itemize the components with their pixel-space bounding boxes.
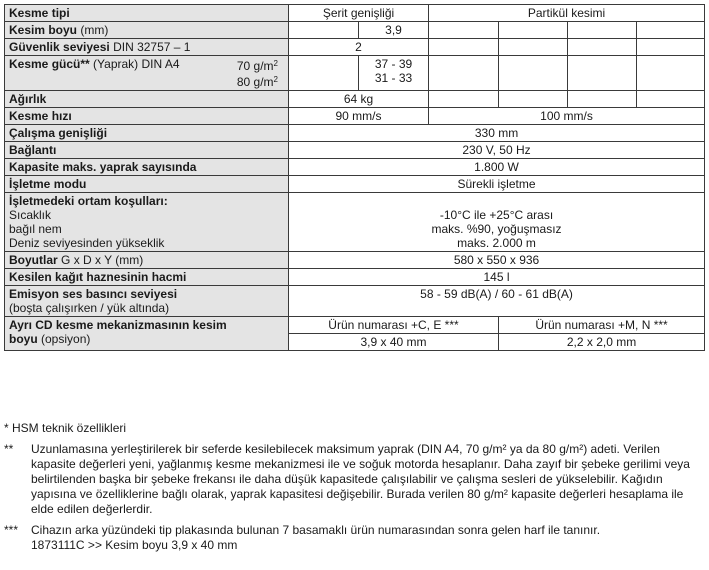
- cut-power-values: 37 - 39 31 - 33: [359, 56, 429, 91]
- mode-value: Sürekli işletme: [289, 176, 705, 193]
- cd-label: Ayrı CD kesme mekanizmasının kesim boyu (opsiyon): [5, 317, 289, 351]
- row-speed: [5, 108, 705, 125]
- environment-label: İşletmedeki ortam koşulları: Sıcaklık bağıl nem Deniz seviyesinden yükseklik: [5, 193, 289, 252]
- noise-value: 58 - 59 dB(A) / 60 - 61 dB(A): [289, 286, 705, 317]
- dimensions-value: 580 x 550 x 936: [289, 252, 705, 269]
- strip-header: Şerit genişliği: [289, 5, 429, 22]
- cut-power-label: Kesme gücü** (Yaprak) DIN A4 70 $g/m^2$ 80 $g/m^2$: [5, 56, 289, 91]
- row-width: [5, 125, 705, 142]
- row-security: [5, 39, 705, 56]
- footnotes: [4, 421, 702, 553]
- width-value: 330 mm: [289, 125, 705, 142]
- cut-length-value: 3,9: [359, 22, 429, 39]
- note-3: *** Cihazın arka yüzündeki tip plakasında bulunan 7 basamaklı ürün numarasından sonra gelen harf ile tanınır. 1873111C >> Kesim boyu 3,9 x 40 mm: [4, 523, 601, 552]
- cut-type-label: Kesme tipi: [5, 5, 289, 22]
- row-dimensions: [5, 252, 705, 269]
- mode-label: İşletme modu: [5, 176, 289, 193]
- particle-header: Partikül kesimi: [429, 5, 705, 22]
- cd-col1-value: 3,9 x 40 mm: [289, 334, 499, 351]
- cd-col2-value: 2,2 x 2,0 mm: [499, 334, 705, 351]
- capacity-value: 1.800 W: [289, 159, 705, 176]
- speed-label: Kesme hızı: [5, 108, 289, 125]
- row-cut-length: [5, 22, 705, 39]
- weight-label: Ağırlık: [5, 91, 289, 108]
- bin-label: Kesilen kağıt haznesinin hacmi: [5, 269, 289, 286]
- width-label: Çalışma genişliği: [5, 125, 289, 142]
- row-cd-head: [5, 317, 705, 334]
- cd-col2-head: Ürün numarası +M, N ***: [499, 317, 705, 334]
- cut-length-label: Kesim boyu (mm): [5, 22, 289, 39]
- spec-table: [4, 4, 705, 351]
- row-cut-type: [5, 5, 705, 22]
- row-mode: [5, 176, 705, 193]
- connection-label: Bağlantı: [5, 142, 289, 159]
- row-noise: [5, 286, 705, 317]
- row-weight: [5, 91, 705, 108]
- row-environment: [5, 193, 705, 252]
- capacity-label: Kapasite maks. yaprak sayısında: [5, 159, 289, 176]
- noise-label: Emisyon ses basıncı seviyesi (boşta çalışırken / yük altında): [5, 286, 289, 317]
- speed-particle: 100 mm/s: [429, 108, 705, 125]
- connection-value: 230 V, 50 Hz: [289, 142, 705, 159]
- dimensions-label: Boyutlar G x D x Y (mm): [5, 252, 289, 269]
- note-2: ** Uzunlamasına yerleştirilerek bir seferde kesilebilecek maksimum yaprak (DIN A4, 70 g/m² ya da 80 g/m²) adeti. Verilen kapasite değerleri yeni, yağlanmış kesme mekanizmesi ile ve soğuk motorda hesaplanır. Daha zayıf bir şebeke gerilimi veya belirtilenden başka bir şebeke frekansı ile daha düşük kapasitede çalışılabilir ve çalışma sesleri de yükselebilir. Kağıdın yapısına ve özelliklerine bağlı olarak, yaprak kapasitesi değişebilir. Burada verilen 80 g/m² kapasite değerleri hesaplama ile elde edilen değerlerdir.: [4, 442, 690, 516]
- row-cut-power: [5, 56, 705, 91]
- row-bin: [5, 269, 705, 286]
- bin-value: 145 l: [289, 269, 705, 286]
- environment-values: -10°C ile +25°C arası maks. %90, yoğuşmasız maks. 2.000 m: [289, 193, 705, 252]
- cd-col1-head: Ürün numarası +C, E ***: [289, 317, 499, 334]
- speed-strip: 90 mm/s: [289, 108, 429, 125]
- note-1: * HSM teknik özellikleri: [4, 421, 127, 435]
- weight-value: 64 kg: [289, 91, 429, 108]
- row-capacity: [5, 159, 705, 176]
- row-connection: [5, 142, 705, 159]
- security-value: 2: [289, 39, 429, 56]
- security-label: Güvenlik seviyesi DIN 32757 – 1: [5, 39, 289, 56]
